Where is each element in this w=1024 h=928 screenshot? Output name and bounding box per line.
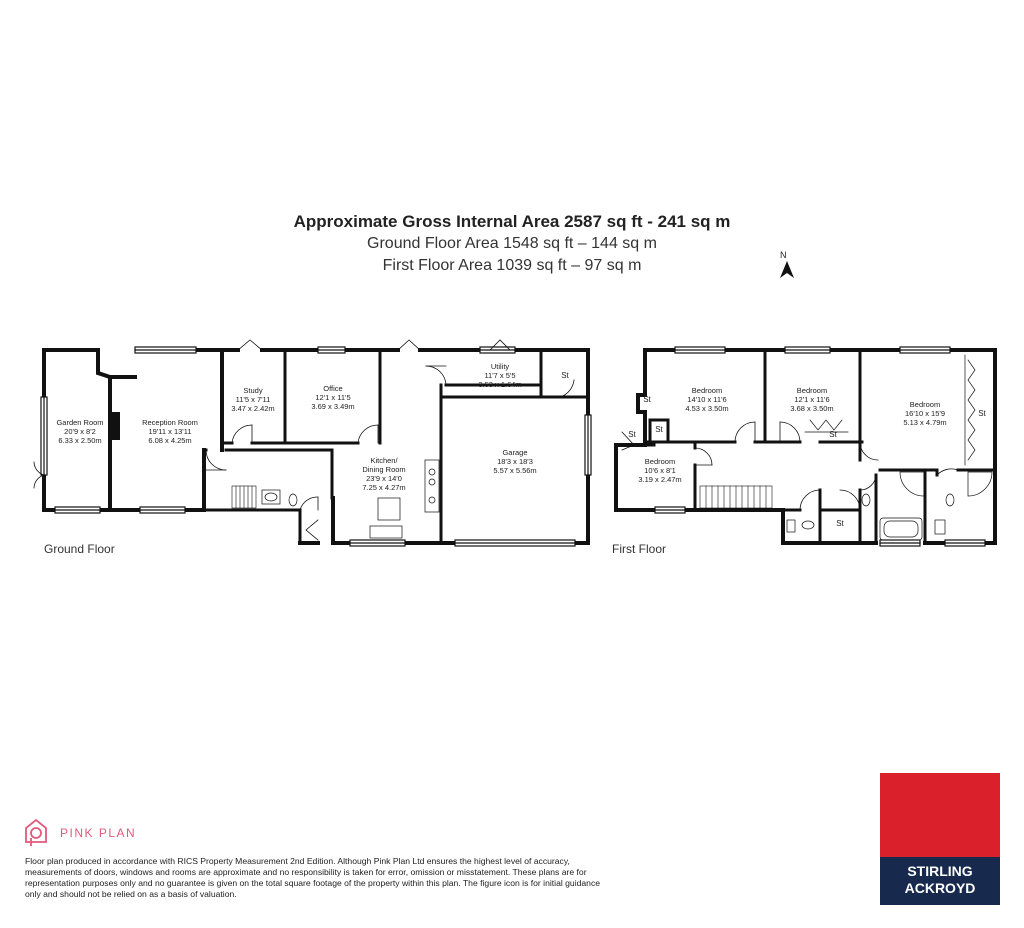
storage-label: St xyxy=(655,425,663,434)
room-reception-room: Reception Room 19'11 x 13'11 6.08 x 4.25m xyxy=(142,418,198,445)
ground-floor-area: Ground Floor Area 1548 sq ft – 144 sq m xyxy=(367,235,657,252)
room-kitchen-dining: Kitchen/ Dining Room 23'9 x 14'0 7.25 x 4.27m xyxy=(362,456,406,492)
room-study: Study 11'5 x 7'11 3.47 x 2.42m xyxy=(231,386,275,413)
storage-label: St xyxy=(643,395,651,404)
storage-label: St xyxy=(836,519,844,528)
first-floor-plan xyxy=(616,347,995,546)
room-bedroom-2: Bedroom 12'1 x 11'6 3.68 x 3.50m xyxy=(790,386,834,413)
room-bedroom-1: Bedroom 14'10 x 11'6 4.53 x 3.50m xyxy=(685,386,729,413)
first-floor-label: First Floor xyxy=(612,542,666,556)
room-office: Office 12'1 x 11'5 3.69 x 3.49m xyxy=(311,384,355,411)
logo-navy-panel xyxy=(880,857,1000,905)
room-bedroom-3: Bedroom 16'10 x 15'9 5.13 x 4.79m xyxy=(903,400,947,427)
first-floor-area: First Floor Area 1039 sq ft – 97 sq m xyxy=(382,257,642,274)
logo-line-1: STIRLING xyxy=(907,863,973,879)
logo-red-panel xyxy=(880,773,1000,857)
room-utility: Utility 11'7 x 5'5 3.53 x 1.64m xyxy=(478,362,522,389)
pink-plan-logo-text: PINK PLAN xyxy=(60,826,137,840)
pink-plan-logo-icon xyxy=(26,820,46,846)
gross-area-title: Approximate Gross Internal Area 2587 sq ft - 241 sq m xyxy=(293,212,731,231)
north-arrow-icon xyxy=(780,261,794,278)
storage-label: St xyxy=(829,430,837,439)
storage-label: St xyxy=(978,409,986,418)
storage-label: St xyxy=(561,371,569,380)
room-garden-room: Garden Room 20'9 x 8'2 6.33 x 2.50m xyxy=(56,418,104,445)
compass-label: N xyxy=(780,250,787,260)
room-garage: Garage 18'3 x 18'3 5.57 x 5.56m xyxy=(493,448,537,475)
stirling-ackroyd-logo xyxy=(880,773,1000,905)
logo-line-2: ACKROYD xyxy=(904,880,976,896)
room-bedroom-4: Bedroom 10'6 x 8'1 3.19 x 2.47m xyxy=(638,457,682,484)
ground-floor-label: Ground Floor xyxy=(44,542,115,556)
storage-label: St xyxy=(628,430,636,439)
disclaimer-text: Floor plan produced in accordance with RICS Property Measurement 2nd Edition. Although Pink Plan Ltd ensures the highest level of accuracy, measurements of doors, windows and rooms are approximate and no responsibility is taken for error, omission or misstatement. These plans are for representation purposes only and no guarantee is given on the total square footage of the property within this plan. The figure icon is for initial guidance only and should not be relied on as a basis of valuation. xyxy=(25,856,601,899)
